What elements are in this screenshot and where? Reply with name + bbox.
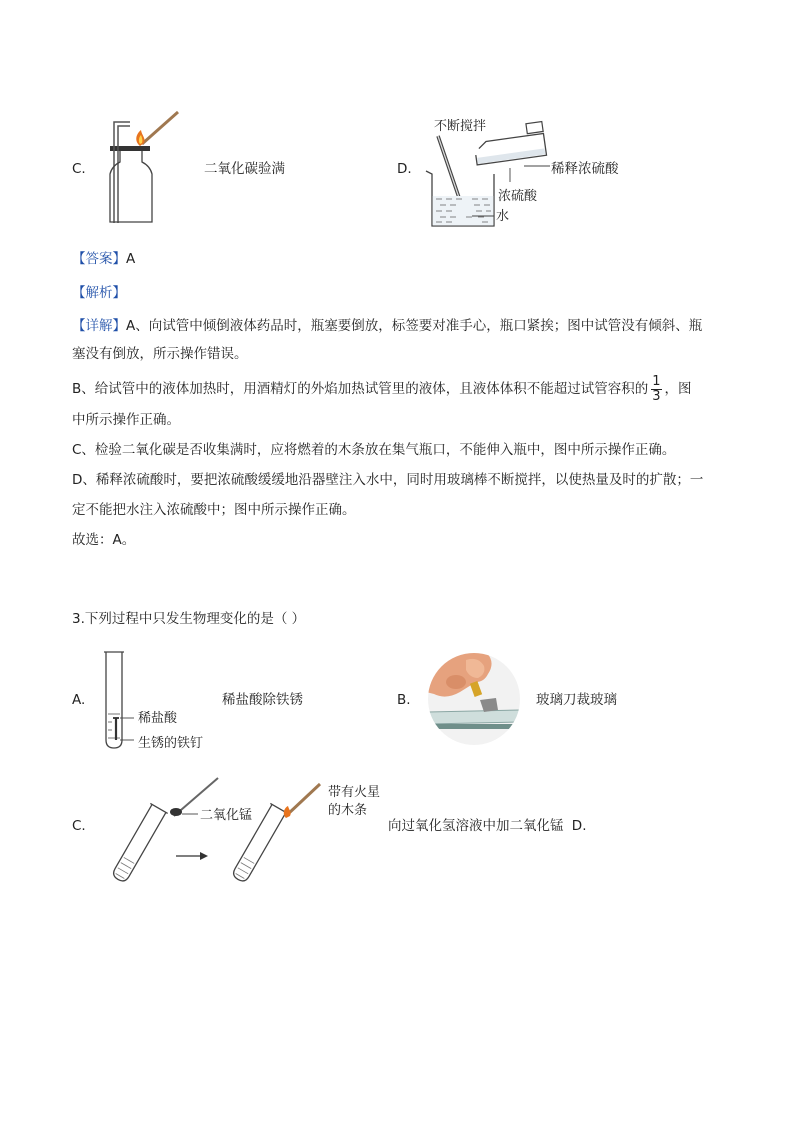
h2o2-mno2-figure	[100, 776, 400, 888]
q3-option-a-letter: A.	[72, 692, 86, 708]
detail-block	[72, 315, 724, 551]
detail-b-line1: B、给试管中的液体加热时，用酒精灯的外焰加热试管里的液体，且液体体积不能超过试管容积的 $\frac{1}{3}$ ，图	[72, 374, 692, 404]
gas-bottle	[110, 151, 152, 222]
option-c-letter: C.	[72, 161, 86, 177]
bottle-stopper	[110, 146, 150, 151]
q3-option-d-letter: D.	[571, 818, 587, 834]
glass-cutter-photo	[426, 652, 522, 746]
water-label: 水	[496, 209, 510, 224]
splint-label-1: 带有火星	[328, 785, 381, 800]
answer-line	[72, 249, 135, 269]
analysis-label: 【解析】	[72, 285, 126, 301]
detail-label: 【详解】	[72, 318, 126, 334]
q3-stem: 3.下列过程中只发生物理变化的是（ ）	[72, 611, 306, 627]
detail-d-line2: 定不能把水注入浓硫酸中；图中所示操作正确。	[72, 502, 356, 518]
wooden-splint	[142, 112, 178, 144]
spark-icon	[284, 806, 291, 818]
q3-option-b-label: 玻璃刀裁玻璃	[536, 692, 617, 708]
q3-option-c-label	[388, 816, 586, 836]
q3-option-c-text: 向过氧化氢溶液中加二氧化锰	[388, 818, 564, 834]
q3-option-a-label: 稀盐酸除铁锈	[222, 692, 303, 708]
co2-full-test-figure	[96, 108, 186, 228]
detail-a-line2: 塞没有倒放，所示操作错误。	[72, 346, 248, 362]
detail-a-line1: 【详解】A、向试管中倾倒液体药品时，瓶塞要倒放，标签要对准手心，瓶口紧挨；图中试管没有倾斜、瓶	[72, 318, 703, 334]
test-tube	[106, 652, 122, 748]
glowing-splint	[288, 784, 320, 814]
tilted-tube-1	[109, 803, 167, 884]
nail-label: 生锈的铁钉	[138, 736, 204, 751]
detail-c-line: C、检验二氧化碳是否收集满时，应将燃着的木条放在集气瓶口，不能伸入瓶中，图中所示操作正确。	[72, 442, 676, 458]
answer-label: 【答案】	[72, 251, 126, 267]
splint-label-2: 的木条	[328, 803, 368, 818]
detail-d-line1: D、稀释浓硫酸时，要把浓硫酸缓缓地沿器壁注入水中，同时用玻璃棒不断搅拌，以使热量及时的扩散；一	[72, 472, 704, 488]
stir-label: 不断搅拌	[434, 119, 487, 134]
option-c-label: 二氧化碳验满	[204, 161, 285, 177]
detail-b-line2: 中所示操作正确。	[72, 412, 180, 428]
acid-label: 稀盐酸	[138, 711, 178, 726]
answer-value: A	[126, 251, 136, 267]
detail-conclusion: 故选：A。	[72, 532, 136, 548]
mno2-label: 二氧化锰	[200, 808, 253, 823]
glass-plate	[426, 710, 522, 724]
mno2-powder	[170, 808, 182, 816]
q3-option-c-letter: C.	[72, 818, 86, 834]
conc-acid-label: 浓硫酸	[498, 189, 538, 204]
one-third-fraction: $\frac{1}{3}$	[652, 374, 661, 404]
q3-option-b-letter: B.	[397, 692, 411, 708]
rusty-nail-figure	[100, 648, 230, 752]
option-d-label: 稀释浓硫酸	[551, 161, 619, 177]
option-d-letter: D.	[397, 161, 412, 177]
